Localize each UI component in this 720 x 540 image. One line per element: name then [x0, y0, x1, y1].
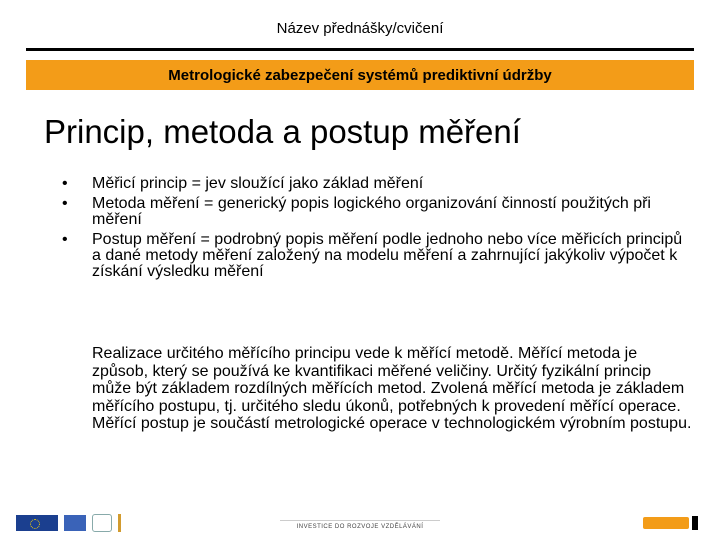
brand-mark-icon	[692, 516, 698, 530]
footer-brand	[643, 516, 698, 530]
body-paragraph: Realizace určitého měřícího principu vede k měřící metodě. Měřící metoda je způsob, který se používá ke kvantifikaci měřené veličiny. Určitý fyzikální princip může být základem rozdílných měřících metod. Zvolená měřící metoda je základem měřícího postupu, tj. určitého sledu úkonů, potřebných k provedení měřící operace. Měřící postup je součástí metrologické operace v technologickém výrobním postupu.	[92, 345, 692, 432]
brand-logo-icon	[643, 517, 689, 529]
bullet-text: Měřicí princip = jev sloužící jako základ měření	[92, 175, 424, 192]
bullet-text: Postup měření = podrobný popis měření podle jednoho nebo více měřicích principů a dané metody měření založený na modelu měření a zahrnující jakýkoliv výpočet k získání výsledku měření	[92, 231, 683, 280]
bullet-marker: •	[62, 175, 68, 192]
header-divider	[26, 48, 694, 51]
subtitle-text: Metrologické zabezpečení systémů prediktivní údržby	[168, 66, 552, 84]
subtitle-banner	[26, 60, 694, 90]
bullet-text: Metoda měření = generický popis logického organizování činností použitých při měření	[92, 195, 651, 228]
bullet-marker: •	[62, 195, 68, 212]
slide-title: Princip, metoda a postup měření	[44, 113, 521, 150]
bullet-item	[44, 176, 694, 192]
footer-slogan: INVESTICE DO ROZVOJE VZDĚLÁVÁNÍ	[296, 524, 424, 530]
bullet-marker: •	[62, 231, 68, 248]
bullet-item	[44, 232, 694, 280]
footer-divider	[280, 520, 440, 521]
bullet-list	[44, 176, 694, 280]
lecture-title: Název přednášky/cvičení	[276, 20, 444, 37]
bullet-item	[44, 196, 694, 228]
